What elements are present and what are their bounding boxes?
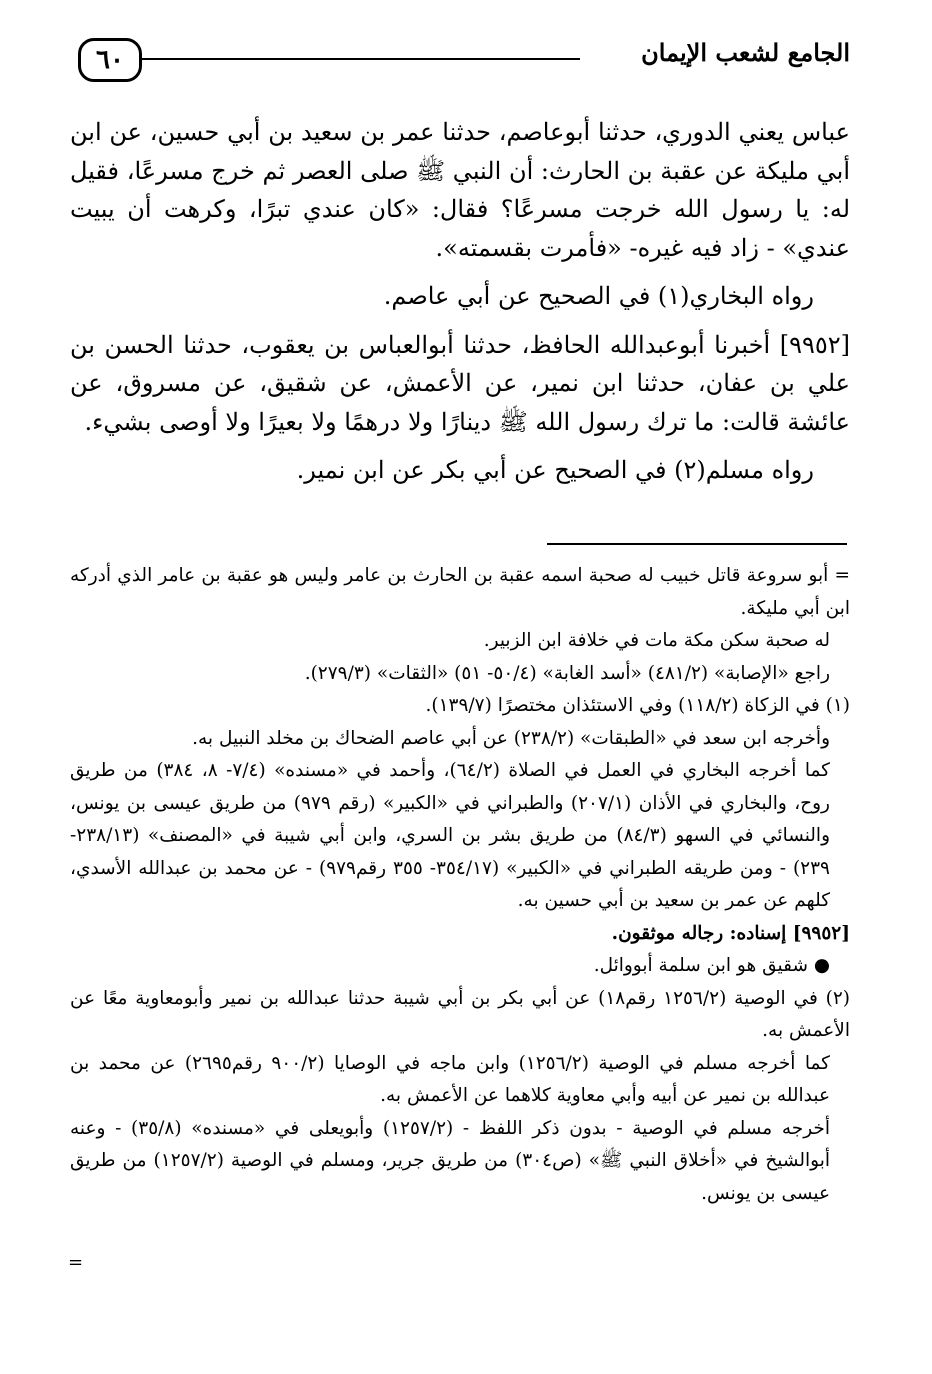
book-title: الجامع لشعب الإيمان — [641, 38, 850, 67]
footnote-bullet: ● شقيق هو ابن سلمة أبووائل. — [593, 955, 830, 976]
footnotes — [70, 560, 850, 1210]
footnote-line: له صحبة سكن مكة مات في خلافة ابن الزبير. — [483, 630, 830, 651]
footnote-2: (٢) في الوصية (١٢٥٦/٢ رقم١٨) عن أبي بكر بن أبي شيبة حدثنا عبدالله بن نمير وأبومعاوية معًا عن الأعمش به. — [70, 987, 850, 1041]
footnote-continued: = أبو سروعة قاتل خبيب له صحبة اسمه عقبة بن الحارث بن عامر وليس هو عقبة بن عامر الذي أدركه ابن أبي مليكة. — [70, 565, 850, 619]
paragraph-bukhari-narration: رواه البخاري(١) في الصحيح عن أبي عاصم. — [383, 282, 814, 310]
paragraph-hadith-continuation: عباس يعني الدوري، حدثنا أبوعاصم، حدثنا عمر بن سعيد بن أبي حسين، عن ابن أبي مليكة عن عقبة بن الحارث: أن النبي ﷺ صلى العصر ثم خرج مسرعًا، فقيل له: يا رسول الله خرجت مسرعًا؟ فقال: «كان عندي تبرًا، وكرهت أن يبيت عندي» - زاد فيه غيره- «فأمرت بقسمته». — [70, 118, 850, 262]
continuation-mark: = — [68, 1252, 84, 1273]
footnote-line: وأخرجه ابن سعد في «الطبقات» (٢٣٨/٢) عن أبي عاصم الضحاك بن مخلد النبيل به. — [192, 727, 830, 749]
paragraph-muslim-narration: رواه مسلم(٢) في الصحيح عن أبي بكر عن ابن نمير. — [296, 456, 814, 484]
footnote-1: (١) في الزكاة (١١٨/٢) وفي الاستئذان مختصرًا (١٣٩/٧). — [425, 695, 850, 716]
paragraph-hadith-9952: [٩٩٥٢] أخبرنا أبوعبدالله الحافظ، حدثنا أبوالعباس بن يعقوب، حدثنا الحسن بن علي بن عفان، حدثنا ابن نمير، عن الأعمش، عن شقيق، عن مسروق، عن عائشة قالت: ما ترك رسول الله ﷺ دينارًا ولا درهمًا ولا بعيرًا ولا أوصى بشيء. — [70, 330, 851, 436]
footnote-separator — [547, 543, 847, 545]
footnote-line: كما أخرجه البخاري في العمل في الصلاة (٦٤/٢)، وأحمد في «مسنده» (٧/٤- ٨، ٣٨٤) من طريق روح، والبخاري في الأذان (٢٠٧/١) والطبراني في «الكبير» (رقم ٩٧٩) من طريق عيسى بن يونس، والنسائي في السهو (٨٤/٣) من طريق بشر بن السري، وابن أبي شيبة في «المصنف» (٢٣٨/١٣- ٢٣٩) - ومن طريقه الطبراني في «الكبير» (٣٥٤/١٧- ٣٥٥ رقم٩٧٩) - عن محمد بن عبدالله الأسدي، كلهم عن عمر بن سعيد بن أبي حسين به. — [70, 760, 830, 911]
footnote-line: راجع «الإصابة» (٤٨١/٢) «أسد الغابة» (٥٠/٤- ٥١) «الثقات» (٢٧٩/٣). — [304, 662, 830, 684]
main-text — [70, 113, 850, 490]
page-number: ٦٠ — [78, 38, 142, 82]
footnote-isnad-9952: [٩٩٥٢] إسناده: رجاله موثقون. — [611, 922, 850, 944]
footnote-line: أخرجه مسلم في الوصية - بدون ذكر اللفظ - (١٢٥٧/٢) وأبويعلى في «مسنده» (٣٥/٨) - وعنه أبوالشيخ في «أخلاق النبي ﷺ» (ص٣٠٤) من طريق جرير، ومسلم في الوصية (١٢٥٧/٢) من طريق عيسى بن يونس. — [70, 1117, 831, 1204]
header-rule — [142, 58, 580, 60]
footnote-line: كما أخرجه مسلم في الوصية (١٢٥٦/٢) وابن ماجه في الوصايا (٩٠٠/٢ رقم٢٦٩٥) عن محمد بن عبدالله بن نمير عن أبيه وأبي معاوية كلاهما عن الأعمش به. — [70, 1052, 830, 1106]
page-header — [70, 32, 850, 92]
